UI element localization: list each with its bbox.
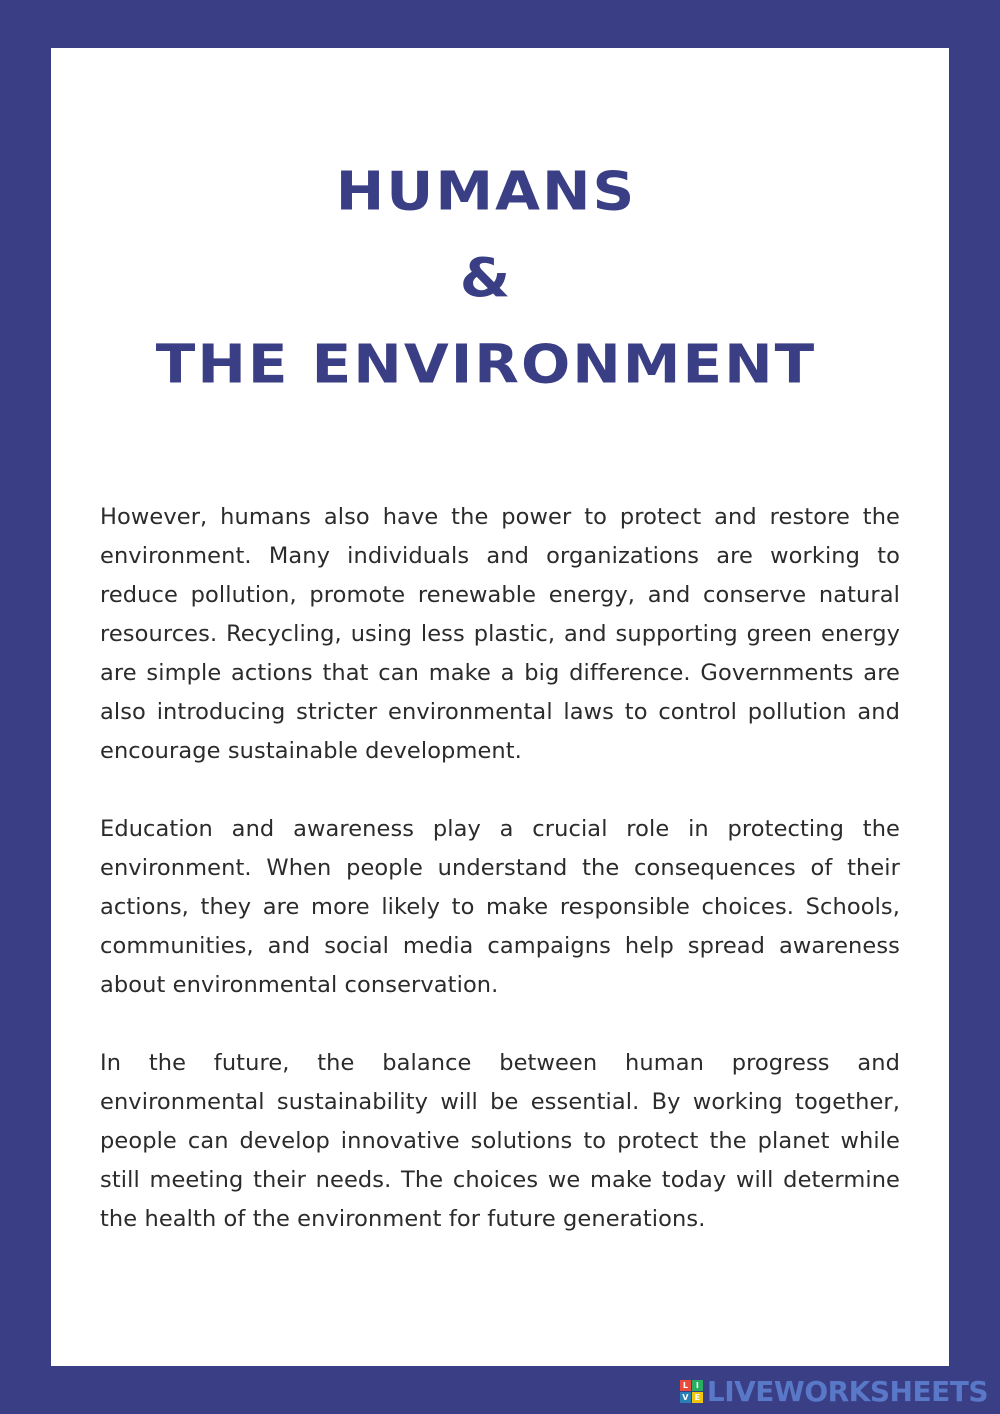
- paragraph-future: In the future, the balance between human progress and environmental sustainability will be essential. By working together, people can develop innovative solutions to protect the planet while still meeting their needs. The choices we make today will determine the health of the environment for future generations.: [100, 1050, 900, 1232]
- paragraph-education-awareness: Education and awareness play a crucial role in protecting the environment. When people understand the consequences of their actions, they are more likely to make responsible choices. Schools, communities, and social media campaigns help spread awareness about environmental conservation.: [100, 816, 900, 998]
- paragraph-protect-restore: However, humans also have the power to protect and restore the environment. Many individuals and organizations are working to reduce pollution, promote renewable energy, and conserve natural resources. Recycling, using less plastic, and supporting green energy are simple actions that can make a big difference. Governments are also introducing stricter environmental laws to control pollution and encourage sustainable development.: [100, 504, 900, 764]
- title-line-ampersand: &: [459, 246, 513, 309]
- body-text: [100, 498, 900, 1278]
- brand-name: LIVEWORKSHEETS: [706, 1375, 988, 1408]
- page-title: [51, 148, 921, 407]
- logo-letter-v: V: [680, 1392, 691, 1403]
- logo-letter-e: E: [692, 1392, 703, 1403]
- title-line-humans: HUMANS: [335, 159, 637, 223]
- liveworksheets-logo-icon: [680, 1380, 703, 1403]
- liveworksheets-brand[interactable]: [680, 1375, 988, 1408]
- title-line-environment: THE ENVIRONMENT: [155, 332, 817, 396]
- logo-letter-i: I: [692, 1380, 703, 1391]
- logo-letter-l: L: [680, 1380, 691, 1391]
- worksheet-page: [51, 48, 949, 1366]
